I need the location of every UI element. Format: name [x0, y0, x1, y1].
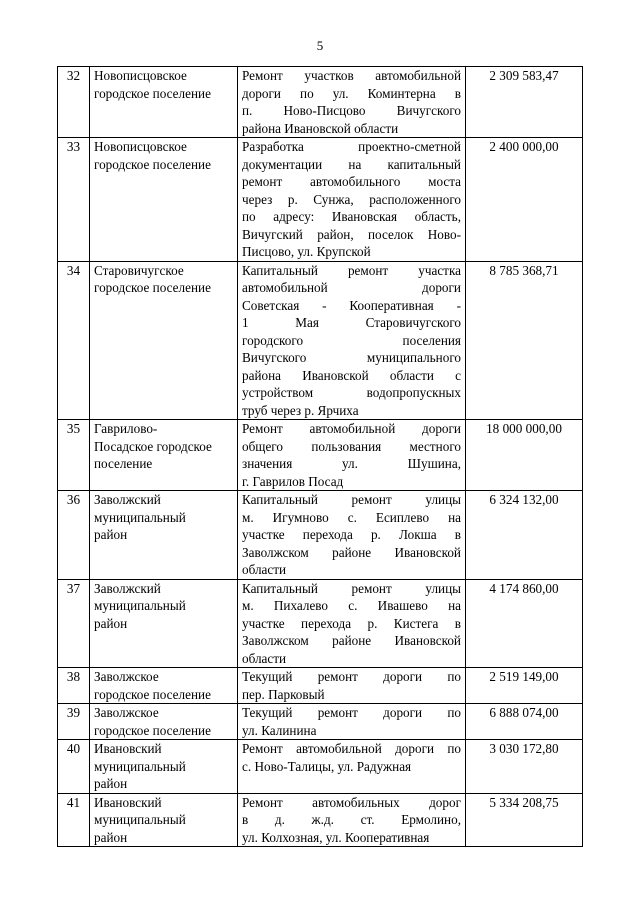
description-cell — [238, 793, 466, 847]
row-number: 36 — [58, 491, 90, 580]
description-line: 1 Мая Старовичугского — [242, 315, 461, 330]
description-cell — [238, 704, 466, 740]
recipient-line: Новописцовское — [94, 139, 187, 154]
table-row — [58, 491, 583, 580]
description-line: документации на капитальный — [242, 156, 461, 172]
table-row — [58, 138, 583, 262]
description-line: труб через р. Ярчиха — [242, 402, 359, 418]
description-line: м. Пихалево с. Ивашево на — [242, 598, 461, 613]
recipient-line: Посадское городское — [94, 438, 212, 454]
recipient-line: городское поселение — [94, 280, 211, 295]
amount-cell: 3 030 172,80 — [466, 740, 583, 794]
description-line: Текущий ремонт дороги по — [242, 669, 461, 684]
description-line: Текущий ремонт дороги по — [242, 705, 461, 720]
table-row — [58, 67, 583, 138]
description-cell — [238, 668, 466, 704]
description-line: области — [242, 562, 287, 577]
recipient-cell — [90, 67, 238, 138]
description-line: ул. Калинина — [242, 722, 317, 738]
table-body — [58, 67, 583, 847]
description-cell — [238, 420, 466, 491]
row-number: 34 — [58, 261, 90, 420]
recipient-line: муниципальный — [94, 758, 186, 774]
recipient-line: район — [94, 615, 128, 631]
description-line: ул. Колхозная, ул. Кооперативная — [242, 829, 430, 845]
row-number: 39 — [58, 704, 90, 740]
description-line: Капитальный ремонт улицы — [242, 492, 461, 507]
recipient-line: городское поселение — [94, 85, 211, 101]
description-line: с. Ново-Талицы, ул. Радужная — [242, 758, 412, 774]
recipient-cell — [90, 704, 238, 740]
recipient-cell — [90, 668, 238, 704]
description-line: участке перехода р. Локша в — [242, 527, 461, 542]
description-cell — [238, 740, 466, 794]
recipient-line: район — [94, 776, 128, 791]
table-row — [58, 579, 583, 668]
recipient-line: Заволжское — [94, 669, 159, 684]
table-row — [58, 793, 583, 847]
table-row — [58, 261, 583, 420]
table-row — [58, 420, 583, 491]
description-line: м. Игумново с. Есиплево на — [242, 509, 461, 525]
description-line: Заволжском районе Ивановской — [242, 633, 461, 648]
recipient-cell — [90, 491, 238, 580]
recipient-line: район — [94, 527, 128, 542]
recipient-cell — [90, 420, 238, 491]
description-line: автомобильной дороги — [242, 280, 461, 295]
description-line: в д. ж.д. ст. Ермолино, — [242, 812, 461, 827]
recipient-line: муниципальный — [94, 812, 186, 827]
recipient-line: городское поселение — [94, 722, 211, 738]
description-line: Разработка проектно-сметной — [242, 139, 461, 154]
description-line: Писцово, ул. Крупской — [242, 244, 371, 259]
description-cell — [238, 67, 466, 138]
amount-cell: 6 324 132,00 — [466, 491, 583, 580]
description-line: Ремонт автомобильных дорог — [242, 794, 461, 810]
recipient-line: район — [94, 829, 128, 845]
recipient-cell — [90, 793, 238, 847]
recipient-line: Гаврилово- — [94, 421, 158, 436]
description-line: пер. Парковый — [242, 686, 325, 702]
description-line: Капитальный ремонт улицы — [242, 580, 461, 596]
recipient-cell — [90, 579, 238, 668]
recipient-cell — [90, 740, 238, 794]
table-row — [58, 668, 583, 704]
description-line: городского поселения — [242, 332, 461, 348]
recipient-cell — [90, 261, 238, 420]
description-line: Заволжском районе Ивановской — [242, 544, 461, 560]
description-line: Ремонт участков автомобильной — [242, 68, 461, 83]
description-line: г. Гаврилов Посад — [242, 473, 344, 489]
recipient-line: Ивановский — [94, 741, 162, 756]
recipient-line: муниципальный — [94, 509, 186, 525]
page-number: 5 — [316, 38, 324, 53]
description-line: района Ивановской области с — [242, 367, 461, 383]
amount-cell: 6 888 074,00 — [466, 704, 583, 740]
amount-cell: 18 000 000,00 — [466, 420, 583, 491]
amount-cell: 8 785 368,71 — [466, 261, 583, 420]
description-line: Советская - Кооперативная - — [242, 297, 461, 313]
description-line: области — [242, 650, 287, 666]
recipient-line: Ивановский — [94, 794, 162, 810]
row-number: 38 — [58, 668, 90, 704]
recipient-line: Новописцовское — [94, 68, 187, 83]
recipient-cell — [90, 138, 238, 262]
description-cell — [238, 579, 466, 668]
description-line: ремонт автомобильного моста — [242, 174, 461, 189]
row-number: 41 — [58, 793, 90, 847]
row-number: 32 — [58, 67, 90, 138]
recipient-line: Заволжский — [94, 580, 161, 596]
recipient-line: муниципальный — [94, 598, 186, 613]
recipient-line: Старовичугское — [94, 262, 184, 278]
description-line: района Ивановской области — [242, 120, 399, 136]
recipient-line: Заволжский — [94, 492, 161, 507]
description-cell — [238, 138, 466, 262]
recipient-line: городское поселение — [94, 156, 211, 172]
description-line: дороги по ул. Коминтерна в — [242, 85, 461, 101]
amount-cell: 5 334 208,75 — [466, 793, 583, 847]
description-line: общего пользования местного — [242, 438, 461, 454]
description-line: Вичугский район, поселок Ново- — [242, 226, 461, 242]
funding-table — [57, 66, 583, 847]
amount-cell: 2 309 583,47 — [466, 67, 583, 138]
amount-cell: 4 174 860,00 — [466, 579, 583, 668]
description-line: по адресу: Ивановская область, — [242, 209, 461, 224]
description-line: устройством водопропускных — [242, 385, 461, 400]
description-line: Вичугского муниципального — [242, 350, 461, 365]
recipient-line: Заволжское — [94, 705, 159, 720]
description-line: через р. Сунжа, расположенного — [242, 191, 461, 207]
description-line: участке перехода р. Кистега в — [242, 615, 461, 631]
row-number: 37 — [58, 579, 90, 668]
row-number: 40 — [58, 740, 90, 794]
description-line: значения ул. Шушина, — [242, 456, 461, 471]
table-row — [58, 704, 583, 740]
description-cell — [238, 491, 466, 580]
amount-cell: 2 400 000,00 — [466, 138, 583, 262]
description-line: Ремонт автомобильной дороги по — [242, 741, 461, 756]
row-number: 35 — [58, 420, 90, 491]
description-line: п. Ново-Писцово Вичугского — [242, 103, 461, 118]
recipient-line: поселение — [94, 456, 153, 471]
description-cell — [238, 261, 466, 420]
row-number: 33 — [58, 138, 90, 262]
table-row — [58, 740, 583, 794]
description-line: Капитальный ремонт участка — [242, 262, 461, 278]
description-line: Ремонт автомобильной дороги — [242, 421, 461, 436]
amount-cell: 2 519 149,00 — [466, 668, 583, 704]
recipient-line: городское поселение — [94, 686, 211, 702]
